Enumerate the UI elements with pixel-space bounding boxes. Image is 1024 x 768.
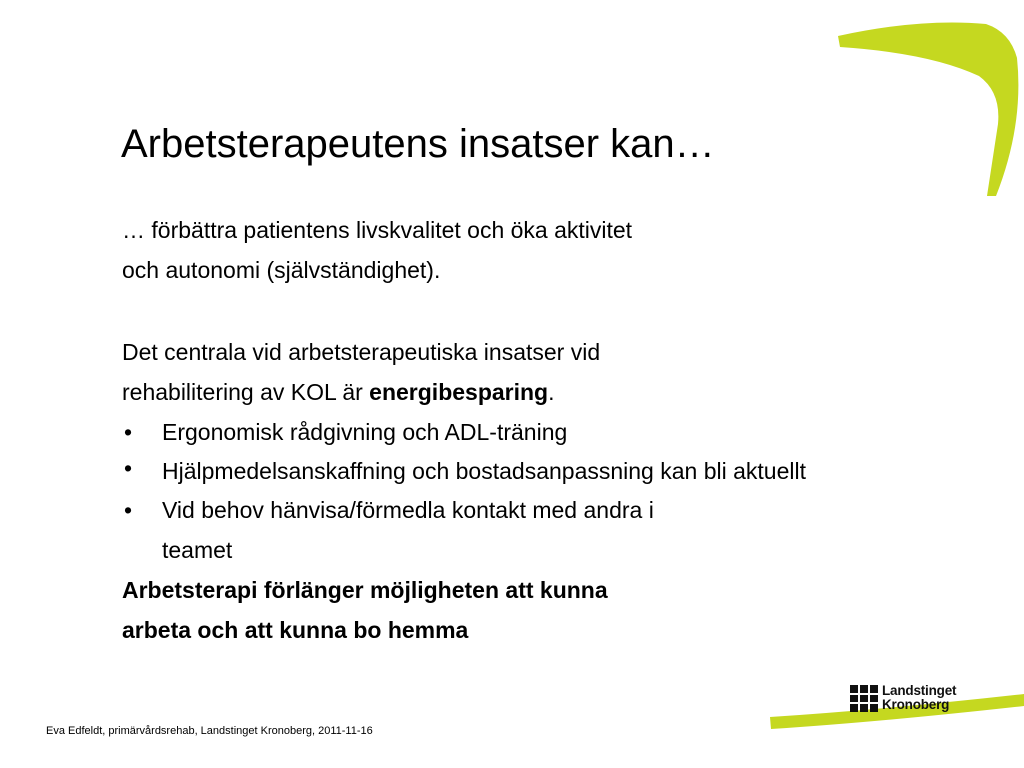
central-line-2-suffix: . (548, 379, 555, 405)
bullet-item-hanvisa (122, 490, 902, 530)
energibesparing-emphasis: energibesparing (369, 379, 549, 405)
central-line-1: Det centrala vid arbetsterapeutiska insatser vid (122, 339, 601, 365)
bullet-text: Ergonomisk rådgivning och ADL-träning (162, 419, 568, 445)
intro-line-1: … förbättra patientens livskvalitet och öka aktivitet (122, 217, 633, 243)
bullet-text: Vid behov hänvisa/förmedla kontakt med andra i (162, 497, 654, 523)
paragraph-gap (122, 290, 902, 332)
logo-line-1: Landstinget (882, 683, 957, 698)
bullet-dot-icon: • (124, 455, 133, 481)
bullet-dot-icon: • (124, 497, 133, 523)
conclusion-line-1: Arbetsterapi förlänger möjligheten att kunna (122, 577, 608, 603)
footer-text: Eva Edfeldt, primärvårdsrehab, Landstinget Kronoberg, 2011-11-16 (46, 725, 373, 737)
central-line-2-prefix: rehabilitering av KOL är (122, 379, 370, 405)
bullet-dot-icon: • (124, 419, 133, 445)
landstinget-kronoberg-logo (850, 683, 956, 713)
bullet-continuation: teamet (162, 537, 233, 563)
logo-text (882, 684, 956, 712)
slide-body (122, 210, 902, 650)
logo-line-2: Kronoberg (882, 697, 950, 712)
bullet-item-ergonomi (122, 412, 902, 452)
intro-line-2: och autonomi (självständighet). (122, 257, 441, 283)
bullet-text: Hjälpmedelsanskaffning och bostadsanpassning kan bli aktuellt (162, 458, 806, 484)
logo-mark-icon (850, 684, 878, 712)
slide-title: Arbetsterapeutens insatser kan… (121, 122, 715, 166)
bullet-item-hjalpmedel (122, 452, 902, 490)
top-right-swoosh (838, 23, 1018, 197)
central-line-2 (122, 372, 902, 412)
conclusion-line-2: arbeta och att kunna bo hemma (122, 617, 469, 643)
